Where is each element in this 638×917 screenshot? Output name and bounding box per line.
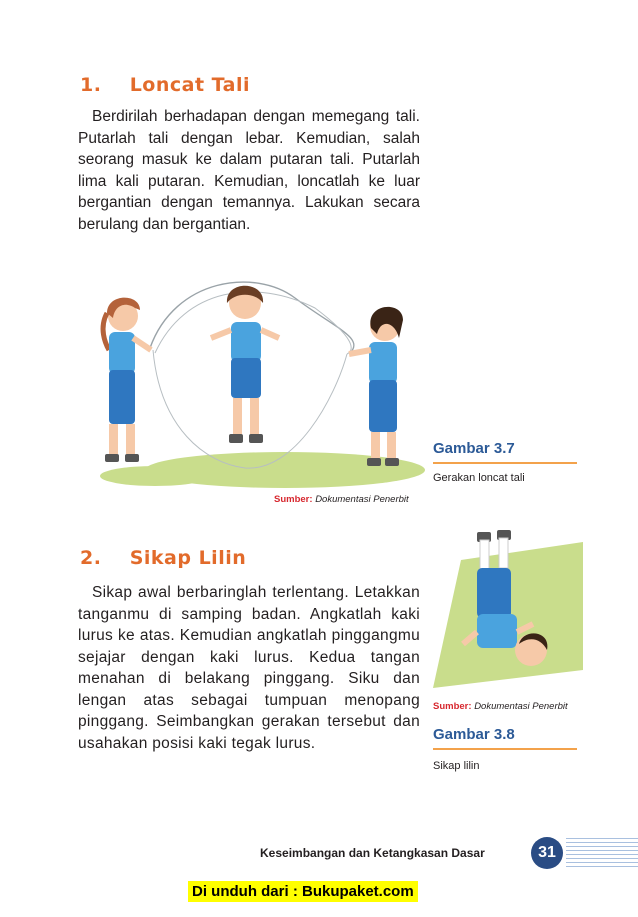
girl-right bbox=[349, 307, 403, 466]
footer-chapter-title: Keseimbangan dan Ketangkasan Dasar bbox=[260, 846, 485, 860]
girl-left bbox=[103, 298, 151, 462]
grass-patch bbox=[100, 466, 210, 486]
section2-heading bbox=[80, 547, 246, 569]
section2-paragraph bbox=[78, 582, 420, 754]
figure2-source-text: Dokumentasi Penerbit bbox=[474, 701, 568, 712]
section2-paragraph-text: Sikap awal berbaringlah terlentang. Letakkan tanganmu di samping badan. Angkatlah kaki lurus ke atas. Kemudian angkatlah pinggangmu sejajar dengan kaki lurus. Kedua tangan menahan di belakang pinggang. Siku dan lengan atas sebagai tumpuan menopang pinggang. Seimbangkan gerakan tersebut dan usahakan posisi kaki tegak lurus. bbox=[78, 584, 420, 752]
page-number-badge: 31 bbox=[531, 837, 563, 869]
figure1-source-text: Dokumentasi Penerbit bbox=[315, 494, 409, 505]
figure2-illustration bbox=[433, 520, 583, 692]
section1-paragraph bbox=[78, 106, 420, 235]
section2-number: 2. bbox=[80, 547, 102, 569]
figure1-illustration bbox=[85, 258, 430, 490]
figure1-source-label: Sumber: bbox=[274, 494, 313, 505]
figure1-caption: Gerakan loncat tali bbox=[433, 472, 525, 484]
download-banner[interactable]: Di unduh dari : Bukupaket.com bbox=[188, 881, 418, 902]
section2-title: Sikap Lilin bbox=[129, 547, 247, 569]
figure2-number: Gambar 3.8 bbox=[433, 726, 515, 743]
section1-paragraph-text: Berdirilah berhadapan dengan memegang tali. Putarlah tali dengan lebar. Kemudian, salah seorang masuk ke dalam putaran tali. Putarlah lima kali putaran. Kemudian, loncatlah ke luar bergantian dengan temannya. Lakukan secara berulang dan bergantian. bbox=[78, 108, 420, 233]
figure2-rule bbox=[433, 748, 577, 750]
figure2-caption: Sikap lilin bbox=[433, 760, 480, 772]
figure2-source bbox=[433, 701, 568, 712]
footer-stripes bbox=[566, 838, 638, 868]
section1-title: Loncat Tali bbox=[129, 74, 251, 96]
girl-jumping bbox=[211, 286, 279, 443]
section1-number: 1. bbox=[80, 74, 102, 96]
figure1-rule bbox=[433, 462, 577, 464]
figure1-source bbox=[274, 494, 409, 505]
section1-heading bbox=[80, 74, 250, 96]
figure2-source-label: Sumber: bbox=[433, 701, 472, 712]
figure1-number: Gambar 3.7 bbox=[433, 440, 515, 457]
